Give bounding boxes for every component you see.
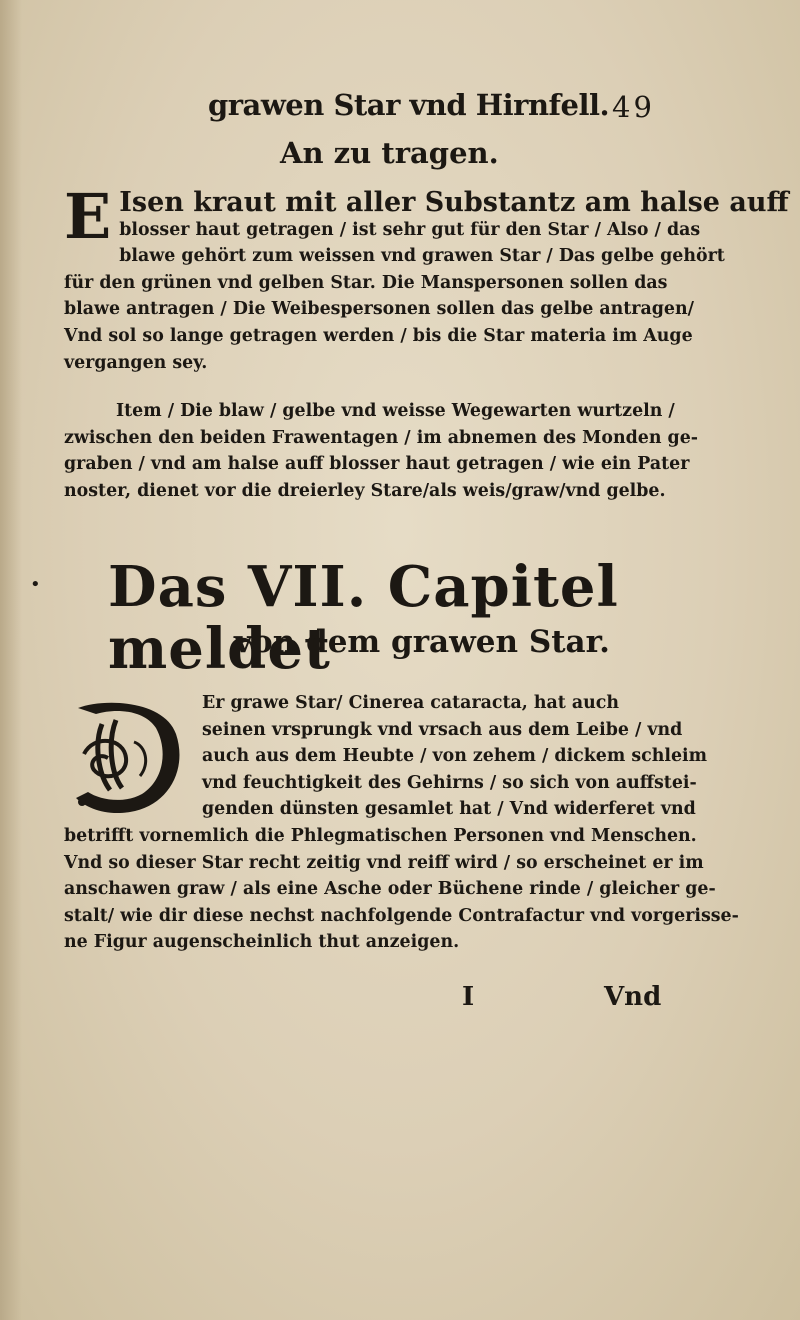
text-line: auch aus dem Heubte / von zehem / dickem schleim: [202, 746, 708, 767]
text-line: vergangen sey.: [64, 352, 208, 373]
text-line: blawe gehört zum weissen vnd grawen Star / Das gelbe gehört: [119, 246, 725, 267]
text-line: blosser haut getragen / ist sehr gut für den Star / Also / das: [119, 219, 701, 240]
page-number: 49: [612, 90, 655, 124]
text-line: ne Figur augenscheinlich thut anzeigen.: [64, 932, 460, 953]
text-line: stalt/ wie dir diese nechst nachfolgende Contrafactur vnd vorgerisse-: [64, 905, 739, 926]
text-line: Item / Die blaw / gelbe vnd weisse Wegewarten wurtzeln /: [116, 401, 675, 421]
text-line: anschawen graw / als eine Asche oder Büchene rinde / gleicher ge-: [64, 879, 716, 900]
page-gutter-shadow: [0, 0, 22, 1320]
margin-mark: •: [30, 574, 41, 595]
running-head: [0, 88, 800, 128]
paragraph-2: [64, 398, 698, 504]
ornamental-initial-icon: [64, 694, 192, 820]
paragraph-3: [64, 690, 739, 956]
text-line: zwischen den beiden Frawentagen / im abnemen des Monden ge-: [64, 427, 698, 448]
text-line: noster, dienet vor die dreierley Stare/als weis/graw/vnd gelbe.: [64, 480, 666, 501]
catchword: Vnd: [604, 982, 662, 1012]
decorated-initial-d: [64, 694, 192, 820]
chapter-subheading: von dem grawen Star.: [234, 624, 610, 660]
paragraph-1: [64, 180, 789, 376]
text-line: für den grünen vnd gelben Star. Die Manspersonen sollen das: [64, 272, 668, 293]
initial-letter-e: E: [64, 180, 112, 253]
text-line: betrifft vornemlich die Phlegmatischen Personen vnd Menschen.: [64, 825, 697, 846]
page-footer: [0, 982, 800, 1016]
text-line: graben / vnd am halse auff blosser haut getragen / wie ein Pater: [64, 454, 690, 475]
running-title: grawen Star vnd Hirnfell.: [208, 88, 610, 122]
text-line: Vnd sol so lange getragen werden / bis die Star materia im Auge: [64, 325, 693, 346]
text-line: blawe antragen / Die Weibespersonen sollen das gelbe antragen/: [64, 299, 694, 320]
text-line: Isen kraut mit aller Substantz am halse auff: [119, 187, 789, 218]
text-line: Er grawe Star/ Cinerea cataracta, hat auch: [202, 693, 620, 713]
text-line: genden dünsten gesamlet hat / Vnd widerferet vnd: [202, 799, 696, 820]
chapter-heading: Das VII. Capitel meldet: [108, 554, 619, 682]
signature-mark: I: [462, 982, 475, 1012]
section-subhead: An zu tragen.: [280, 136, 499, 170]
text-line: vnd feuchtigkeit des Gehirns / so sich von auffstei-: [202, 772, 697, 793]
text-line: seinen vrsprungk vnd vrsach aus dem Leibe / vnd: [202, 719, 683, 740]
text-line: Vnd so dieser Star recht zeitig vnd reiff wird / so erscheinet er im: [64, 852, 704, 873]
